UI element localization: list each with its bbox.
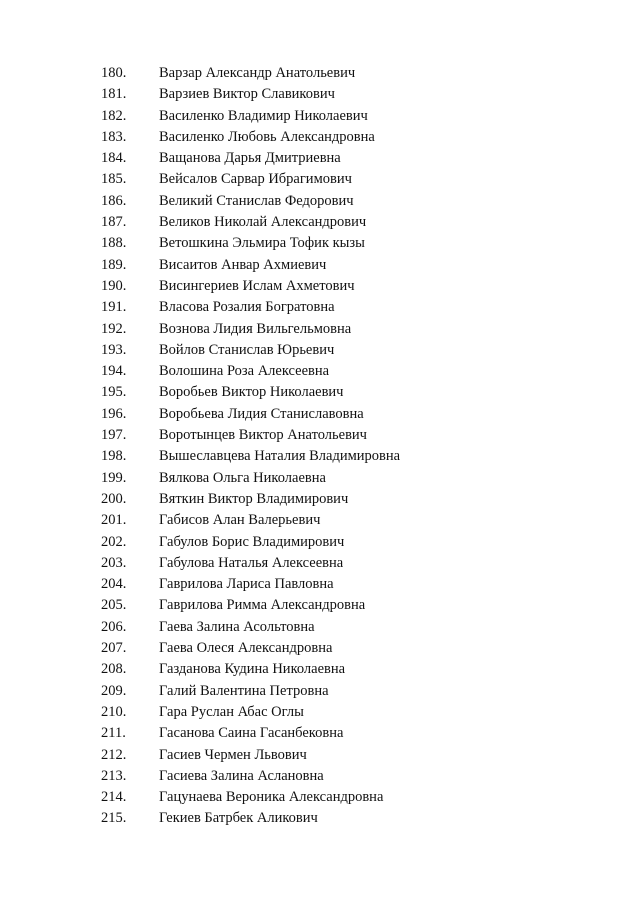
list-item-name: Габулова Наталья Алексеевна (159, 554, 344, 571)
list-item (0, 255, 640, 276)
list-item-name: Вялкова Ольга Николаевна (159, 469, 326, 486)
list-item (0, 297, 640, 318)
list-item (0, 169, 640, 190)
list-item (0, 340, 640, 361)
list-item (0, 723, 640, 744)
list-item-number: 188. (101, 235, 127, 252)
list-item-number: 200. (101, 490, 127, 507)
list-item-name: Василенко Владимир Николаевич (159, 107, 368, 124)
list-item-number: 199. (101, 469, 127, 486)
list-item-number: 195. (101, 384, 127, 401)
list-item (0, 84, 640, 105)
list-item (0, 361, 640, 382)
list-item-name: Гасанова Саина Гасанбековна (159, 725, 344, 742)
list-item-number: 184. (101, 150, 127, 167)
list-item-name: Варзар Александр Анатольевич (159, 65, 356, 81)
list-item-name: Висингериев Ислам Ахметович (159, 277, 355, 294)
list-item-number: 204. (101, 576, 127, 593)
list-item-name: Великов Николай Александрович (159, 214, 367, 231)
list-item-number: 210. (101, 703, 127, 720)
list-item (0, 510, 640, 531)
list-item-number: 212. (101, 746, 127, 763)
list-item-name: Габисов Алан Валерьевич (159, 512, 321, 529)
list-item-name: Воротынцев Виктор Анатольевич (159, 427, 367, 444)
list-item (0, 106, 640, 127)
list-item (0, 574, 640, 595)
list-item-number: 213. (101, 767, 127, 784)
list-item-number: 198. (101, 448, 127, 465)
list-item-number: 187. (101, 214, 127, 231)
list-item (0, 191, 640, 212)
list-item (0, 319, 640, 340)
list-item (0, 127, 640, 148)
list-item-name: Галий Валентина Петровна (159, 682, 329, 699)
list-item (0, 63, 640, 84)
list-item-number: 193. (101, 341, 127, 358)
list-item-number: 197. (101, 427, 127, 444)
list-item-number: 180. (101, 65, 127, 81)
list-item (0, 468, 640, 489)
list-item-name: Гаева Олеся Александровна (159, 640, 333, 657)
list-item-number: 196. (101, 405, 127, 422)
list-item (0, 787, 640, 808)
list-item (0, 382, 640, 403)
list-item-name: Габулов Борис Владимирович (159, 533, 345, 550)
list-item-number: 209. (101, 682, 127, 699)
list-item-number: 190. (101, 277, 127, 294)
list-item-number: 208. (101, 661, 127, 678)
list-item (0, 681, 640, 702)
list-item (0, 617, 640, 638)
list-item-number: 185. (101, 171, 127, 188)
list-item (0, 233, 640, 254)
list-item (0, 532, 640, 553)
list-item-name: Войлов Станислав Юрьевич (159, 341, 335, 358)
list-item-name: Газданова Кудина Николаевна (159, 661, 346, 678)
list-item-number: 183. (101, 128, 127, 145)
list-item (0, 745, 640, 766)
list-item-name: Гара Руслан Абас Оглы (159, 703, 304, 720)
list-item-number: 203. (101, 554, 127, 571)
list-item (0, 766, 640, 787)
list-item-name: Гекиев Батрбек Аликович (159, 810, 318, 827)
list-item-name: Гасиев Чермен Львович (159, 746, 307, 763)
list-item-number: 214. (101, 789, 127, 806)
list-item (0, 212, 640, 233)
list-item (0, 808, 640, 829)
list-item (0, 659, 640, 680)
list-item-name: Гацунаева Вероника Александровна (159, 789, 384, 806)
list-item (0, 638, 640, 659)
list-item (0, 595, 640, 616)
list-item-name: Воробьев Виктор Николаевич (159, 384, 344, 401)
list-item-number: 202. (101, 533, 127, 550)
list-item (0, 702, 640, 723)
list-item-number: 181. (101, 86, 127, 103)
list-item (0, 425, 640, 446)
list-item-name: Варзиев Виктор Славикович (159, 86, 335, 103)
list-item-number: 189. (101, 256, 127, 273)
name-list (0, 63, 640, 830)
list-item-name: Гасиева Залина Аслановна (159, 767, 324, 784)
list-item (0, 148, 640, 169)
list-item-number: 191. (101, 299, 127, 316)
list-item-name: Вознова Лидия Вильгельмовна (159, 320, 352, 337)
list-item-name: Воробьева Лидия Станиславовна (159, 405, 364, 422)
list-item (0, 276, 640, 297)
list-item-number: 215. (101, 810, 127, 827)
list-item-name: Ветошкина Эльмира Тофик кызы (159, 235, 365, 252)
list-item-name: Вейсалов Сарвар Ибрагимович (159, 171, 352, 188)
list-item-name: Власова Розалия Богратовна (159, 299, 335, 316)
list-item (0, 489, 640, 510)
list-item-number: 201. (101, 512, 127, 529)
list-item-name: Вышеславцева Наталия Владимировна (159, 448, 401, 465)
list-item-name: Василенко Любовь Александровна (159, 128, 375, 145)
list-item-number: 186. (101, 192, 127, 209)
list-item-number: 192. (101, 320, 127, 337)
list-item-name: Гаева Залина Асольтовна (159, 618, 315, 635)
list-item-number: 182. (101, 107, 127, 124)
list-item-name: Великий Станислав Федорович (159, 192, 354, 209)
list-item-number: 211. (101, 725, 126, 742)
list-item (0, 404, 640, 425)
list-item-number: 205. (101, 597, 127, 614)
list-item-name: Гаврилова Лариса Павловна (159, 576, 334, 593)
list-item-number: 206. (101, 618, 127, 635)
list-item-name: Вяткин Виктор Владимирович (159, 490, 349, 507)
list-item-name: Висаитов Анвар Ахмиевич (159, 256, 327, 273)
list-item (0, 446, 640, 467)
list-item-name: Гаврилова Римма Александровна (159, 597, 366, 614)
list-item-number: 207. (101, 640, 127, 657)
list-item-number: 194. (101, 363, 127, 380)
list-item (0, 553, 640, 574)
list-item-name: Ващанова Дарья Дмитриевна (159, 150, 341, 167)
list-item-name: Волошина Роза Алексеевна (159, 363, 330, 380)
